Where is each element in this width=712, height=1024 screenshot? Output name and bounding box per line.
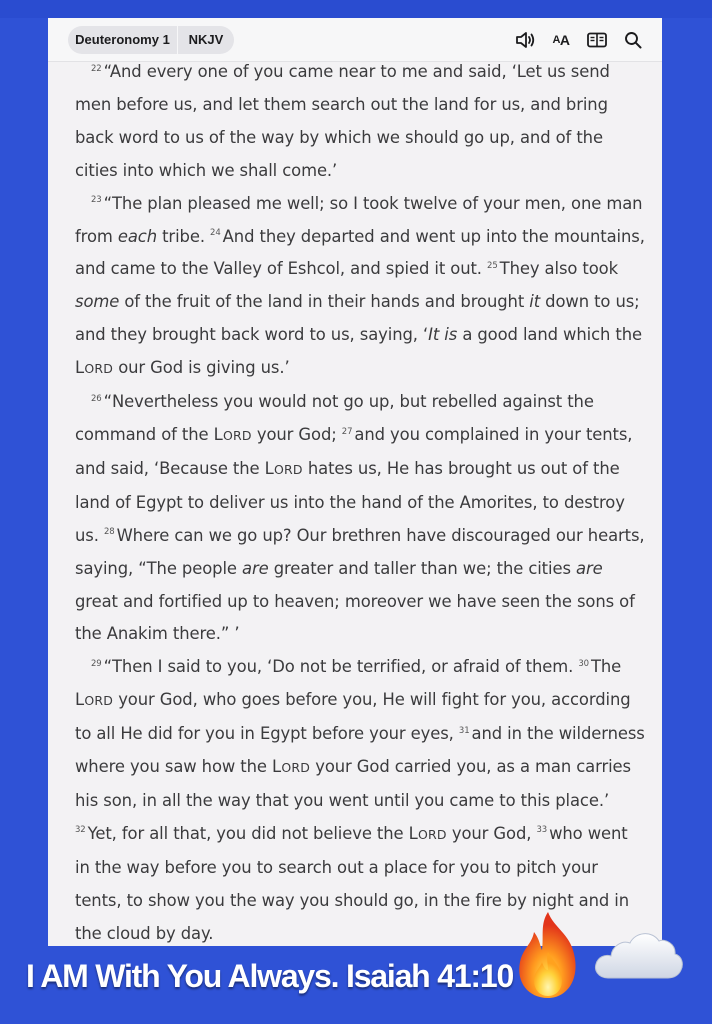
- verse-number: 30: [578, 658, 589, 669]
- verse-number: 22: [91, 63, 102, 74]
- search-icon[interactable]: [622, 28, 644, 52]
- verse-number: 23: [91, 195, 102, 206]
- verse-number: 32: [75, 825, 86, 836]
- version-button[interactable]: NKJV: [188, 32, 224, 47]
- scripture-text: [75, 56, 647, 946]
- verse-number: 26: [91, 393, 102, 404]
- bible-reader-page: [48, 18, 662, 946]
- background-band: [0, 0, 712, 18]
- verse-number: 29: [91, 658, 102, 669]
- paragraph-verse-29: $^{29}$ “Then I said to you, ‘Do not be terrified, or afraid of them. $^{30}$ The LORD your God, who goes before you, He will fight for you, according to all He did for you in Egypt before your eyes, $^{31}$ and in the wilderness where you saw how the LORD your God carried you, as a man carries his son, in all the way that you went until you came to this place.’ $^{32}$ Yet, for all that, you did not believe the LORD your God, $^{33}$ who went in the way before you to search out a place for you to pitch your tents, to show you the way you should go, in the fire by night and in the cloud by day.: [75, 657, 645, 943]
- lord-small-caps: LORD: [264, 458, 303, 478]
- paragraph-verse-22: $^{22}$ “And every one of you came near to me and said, ‘Let us send men before us, and let them search out the land for us, and bring back word to us of the way by which we should go up, and of the cities into which we shall come.’: [75, 62, 610, 180]
- lord-small-caps: LORD: [213, 424, 252, 444]
- chapter-version-selector: [68, 26, 234, 54]
- verse-number: 31: [458, 725, 470, 736]
- lord-small-caps: LORD: [272, 757, 311, 777]
- lord-small-caps: LORD: [408, 823, 447, 843]
- text-size-icon[interactable]: A A: [552, 32, 570, 48]
- verse-number: 24: [210, 228, 221, 239]
- verse-number: 27: [341, 426, 353, 437]
- speaker-icon[interactable]: [514, 28, 536, 52]
- cloud-emoji: [592, 924, 684, 984]
- verse-number: 25: [487, 260, 498, 271]
- caption-text: I AM With You Always. Isaiah 41:10: [26, 958, 514, 994]
- toolbar-icons: [514, 28, 644, 52]
- fire-emoji: [510, 908, 586, 1002]
- verse-number: 28: [103, 527, 115, 538]
- verse-number: 33: [536, 825, 548, 836]
- lord-small-caps: LORD: [75, 690, 114, 710]
- book-chapter-button[interactable]: Deuteronomy 1: [68, 26, 178, 54]
- parallel-icon[interactable]: [586, 28, 608, 52]
- paragraph-verse-26: $^{26}$ “Nevertheless you would not go up, but rebelled against the command of the LORD your God; $^{27}$ and you complained in your tents, and said, ‘Because the LORD hates us, He has brought us out of the land of Egypt to deliver us into the hand of the Amorites, to destroy us. $^{28}$ Where can we go up? Our brethren have discouraged our hearts, saying, “The people are greater and taller than we; the cities are great and fortified up to heaven; moreover we have seen the sons of the Anakim there.” ’: [75, 392, 645, 644]
- paragraph-verse-23: $^{23}$ “The plan pleased me well; so I took twelve of your men, one man from each tribe. $^{24}$ And they departed and went up into the mountains, and came to the Valley of Eshcol, and spied it out. $^{25}$ They also took some of the fruit of the land in their hands and brought it down to us; and they brought back word to us, saying, ‘It is a good land which the LORD our God is giving us.’: [75, 193, 645, 378]
- lord-small-caps: LORD: [75, 358, 114, 378]
